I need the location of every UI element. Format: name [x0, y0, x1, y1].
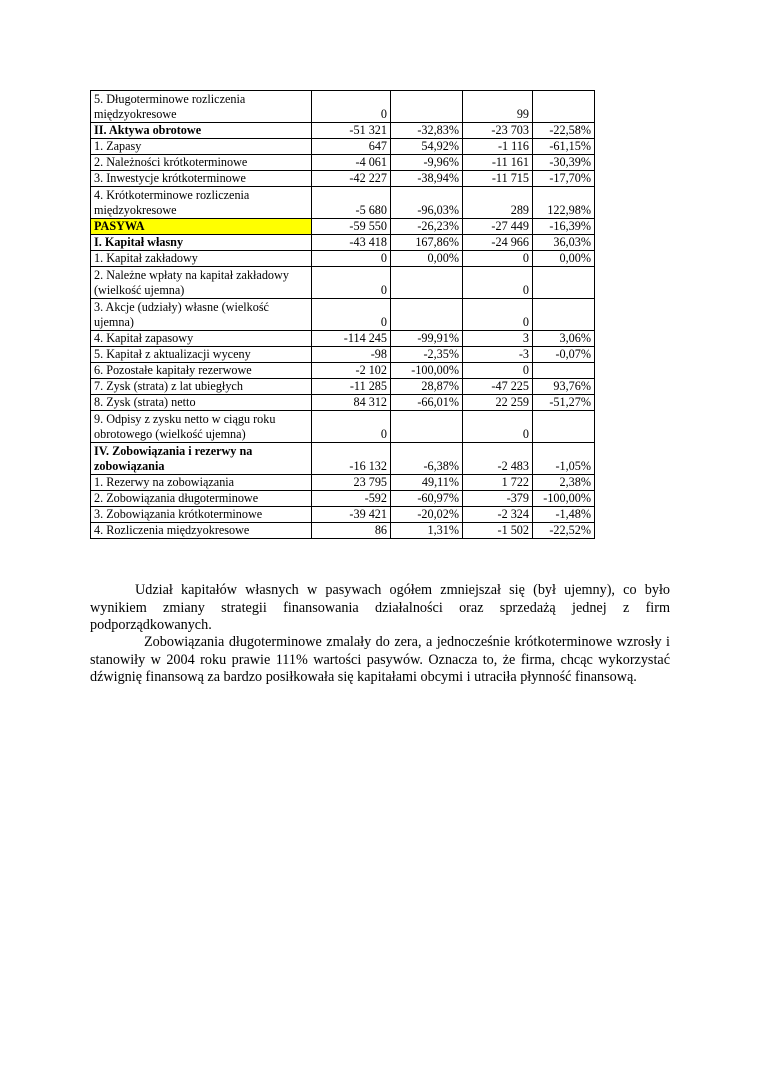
value-change-2-cell: 0 — [463, 299, 533, 331]
value-change-2-cell: -23 703 — [463, 123, 533, 139]
paragraph-liabilities-text: Zobowiązania długoterminowe zmalały do zera, a jednocześnie krótkoterminowe wzrosły i stanowiły w 2004 roku prawie 111% wartości pasywów. Oznacza to, że firma, chcąc wykorzystać dźwignię finansową za bardzo posiłkowała się kapitałami obcymi i utraciła płynność finansową. — [90, 634, 670, 685]
paragraph-equity-share-text: Udział kapitałów własnych w pasywach ogółem zmniejszał się (był ujemny), co było wynikiem zmiany strategii finansowania działalności oraz sprzedażą jednej z firm podporządkowanych. — [90, 582, 670, 633]
row-label-cell: 4. Krótkoterminowe rozliczenia międzyokresowe — [91, 187, 312, 219]
percent-change-2-cell: -61,15% — [533, 139, 595, 155]
percent-change-2-cell: -17,70% — [533, 171, 595, 187]
row-label-cell: PASYWA — [91, 219, 312, 235]
value-change-2-cell: -2 324 — [463, 507, 533, 523]
percent-change-2-cell — [533, 91, 595, 123]
row-label-cell: 3. Akcje (udziały) własne (wielkość ujemna) — [91, 299, 312, 331]
value-change-2-cell: -11 715 — [463, 171, 533, 187]
table-row — [91, 331, 595, 347]
value-change-2-cell: 0 — [463, 251, 533, 267]
percent-change-1-cell: 28,87% — [391, 379, 463, 395]
financial-table — [90, 90, 595, 539]
table-row — [91, 155, 595, 171]
value-change-2-cell: -2 483 — [463, 443, 533, 475]
value-change-1-cell: 86 — [312, 523, 391, 539]
table-row — [91, 379, 595, 395]
table-row — [91, 347, 595, 363]
paragraph-liabilities — [90, 634, 670, 687]
percent-change-1-cell: -99,91% — [391, 331, 463, 347]
row-label-cell: 5. Długoterminowe rozliczenia międzyokresowe — [91, 91, 312, 123]
row-label-cell: 2. Zobowiązania długoterminowe — [91, 491, 312, 507]
row-label-cell: 3. Inwestycje krótkoterminowe — [91, 171, 312, 187]
value-change-2-cell: -27 449 — [463, 219, 533, 235]
value-change-2-cell: -379 — [463, 491, 533, 507]
table-row — [91, 363, 595, 379]
value-change-2-cell: 289 — [463, 187, 533, 219]
table-row — [91, 491, 595, 507]
percent-change-1-cell: -66,01% — [391, 395, 463, 411]
percent-change-1-cell: -96,03% — [391, 187, 463, 219]
percent-change-2-cell — [533, 267, 595, 299]
percent-change-2-cell — [533, 411, 595, 443]
row-label-cell: 2. Należne wpłaty na kapitał zakładowy (wielkość ujemna) — [91, 267, 312, 299]
percent-change-1-cell: -32,83% — [391, 123, 463, 139]
row-label-cell: IV. Zobowiązania i rezerwy na zobowiązania — [91, 443, 312, 475]
percent-change-2-cell: 0,00% — [533, 251, 595, 267]
table-row — [91, 171, 595, 187]
row-label-cell: 1. Kapitał zakładowy — [91, 251, 312, 267]
percent-change-2-cell: -30,39% — [533, 155, 595, 171]
percent-change-1-cell — [391, 91, 463, 123]
percent-change-1-cell: 49,11% — [391, 475, 463, 491]
table-row — [91, 299, 595, 331]
row-label-cell: 3. Zobowiązania krótkoterminowe — [91, 507, 312, 523]
value-change-1-cell: -98 — [312, 347, 391, 363]
value-change-1-cell: -42 227 — [312, 171, 391, 187]
percent-change-1-cell — [391, 299, 463, 331]
value-change-1-cell: 23 795 — [312, 475, 391, 491]
value-change-1-cell: 0 — [312, 251, 391, 267]
value-change-1-cell: -5 680 — [312, 187, 391, 219]
percent-change-1-cell — [391, 267, 463, 299]
row-label-cell: 4. Kapitał zapasowy — [91, 331, 312, 347]
value-change-1-cell: -16 132 — [312, 443, 391, 475]
percent-change-1-cell: -60,97% — [391, 491, 463, 507]
percent-change-2-cell: 93,76% — [533, 379, 595, 395]
table-row — [91, 187, 595, 219]
row-label-cell: I. Kapitał własny — [91, 235, 312, 251]
value-change-1-cell: -39 421 — [312, 507, 391, 523]
value-change-2-cell: 22 259 — [463, 395, 533, 411]
table-row — [91, 411, 595, 443]
percent-change-2-cell: -16,39% — [533, 219, 595, 235]
table-row — [91, 475, 595, 491]
percent-change-2-cell: 2,38% — [533, 475, 595, 491]
value-change-1-cell: 0 — [312, 299, 391, 331]
table-row — [91, 91, 595, 123]
table-row — [91, 507, 595, 523]
percent-change-2-cell — [533, 299, 595, 331]
percent-change-2-cell: -0,07% — [533, 347, 595, 363]
row-label-cell: 5. Kapitał z aktualizacji wyceny — [91, 347, 312, 363]
percent-change-2-cell: -1,05% — [533, 443, 595, 475]
financial-table-body — [91, 91, 595, 539]
paragraph-equity-share — [90, 582, 670, 635]
row-label-cell: 1. Zapasy — [91, 139, 312, 155]
value-change-2-cell: -11 161 — [463, 155, 533, 171]
value-change-1-cell: 0 — [312, 411, 391, 443]
percent-change-1-cell: -100,00% — [391, 363, 463, 379]
percent-change-1-cell: -26,23% — [391, 219, 463, 235]
value-change-2-cell: -24 966 — [463, 235, 533, 251]
percent-change-1-cell: -9,96% — [391, 155, 463, 171]
value-change-1-cell: -2 102 — [312, 363, 391, 379]
value-change-1-cell: 647 — [312, 139, 391, 155]
row-label-cell: 4. Rozliczenia międzyokresowe — [91, 523, 312, 539]
value-change-1-cell: -114 245 — [312, 331, 391, 347]
value-change-2-cell: -1 116 — [463, 139, 533, 155]
percent-change-2-cell: 3,06% — [533, 331, 595, 347]
value-change-2-cell: -1 502 — [463, 523, 533, 539]
row-label-cell: 6. Pozostałe kapitały rezerwowe — [91, 363, 312, 379]
percent-change-2-cell: -22,52% — [533, 523, 595, 539]
table-row — [91, 523, 595, 539]
percent-change-1-cell: -38,94% — [391, 171, 463, 187]
value-change-2-cell: 99 — [463, 91, 533, 123]
percent-change-1-cell: -20,02% — [391, 507, 463, 523]
table-row — [91, 219, 595, 235]
value-change-2-cell: -47 225 — [463, 379, 533, 395]
percent-change-2-cell: -51,27% — [533, 395, 595, 411]
percent-change-1-cell: 1,31% — [391, 523, 463, 539]
percent-change-2-cell: 122,98% — [533, 187, 595, 219]
value-change-2-cell: 3 — [463, 331, 533, 347]
percent-change-2-cell: -22,58% — [533, 123, 595, 139]
value-change-1-cell: 84 312 — [312, 395, 391, 411]
row-label-cell: 7. Zysk (strata) z lat ubiegłych — [91, 379, 312, 395]
percent-change-1-cell: -2,35% — [391, 347, 463, 363]
value-change-2-cell: 1 722 — [463, 475, 533, 491]
percent-change-1-cell: 0,00% — [391, 251, 463, 267]
table-row — [91, 123, 595, 139]
value-change-1-cell: -11 285 — [312, 379, 391, 395]
percent-change-2-cell — [533, 363, 595, 379]
value-change-1-cell: 0 — [312, 267, 391, 299]
row-label-cell: II. Aktywa obrotowe — [91, 123, 312, 139]
value-change-1-cell: -59 550 — [312, 219, 391, 235]
table-row — [91, 139, 595, 155]
row-label-cell: 2. Należności krótkoterminowe — [91, 155, 312, 171]
table-row — [91, 251, 595, 267]
percent-change-2-cell: -100,00% — [533, 491, 595, 507]
value-change-2-cell: 0 — [463, 411, 533, 443]
percent-change-1-cell — [391, 411, 463, 443]
table-row — [91, 395, 595, 411]
percent-change-1-cell: -6,38% — [391, 443, 463, 475]
percent-change-2-cell: 36,03% — [533, 235, 595, 251]
table-row — [91, 267, 595, 299]
value-change-1-cell: 0 — [312, 91, 391, 123]
value-change-1-cell: -43 418 — [312, 235, 391, 251]
percent-change-2-cell: -1,48% — [533, 507, 595, 523]
value-change-1-cell: -592 — [312, 491, 391, 507]
row-label-cell: 8. Zysk (strata) netto — [91, 395, 312, 411]
row-label-cell: 9. Odpisy z zysku netto w ciągu roku obrotowego (wielkość ujemna) — [91, 411, 312, 443]
percent-change-1-cell: 167,86% — [391, 235, 463, 251]
value-change-1-cell: -4 061 — [312, 155, 391, 171]
value-change-1-cell: -51 321 — [312, 123, 391, 139]
value-change-2-cell: 0 — [463, 267, 533, 299]
value-change-2-cell: -3 — [463, 347, 533, 363]
percent-change-1-cell: 54,92% — [391, 139, 463, 155]
row-label-cell: 1. Rezerwy na zobowiązania — [91, 475, 312, 491]
table-row — [91, 443, 595, 475]
value-change-2-cell: 0 — [463, 363, 533, 379]
table-row — [91, 235, 595, 251]
